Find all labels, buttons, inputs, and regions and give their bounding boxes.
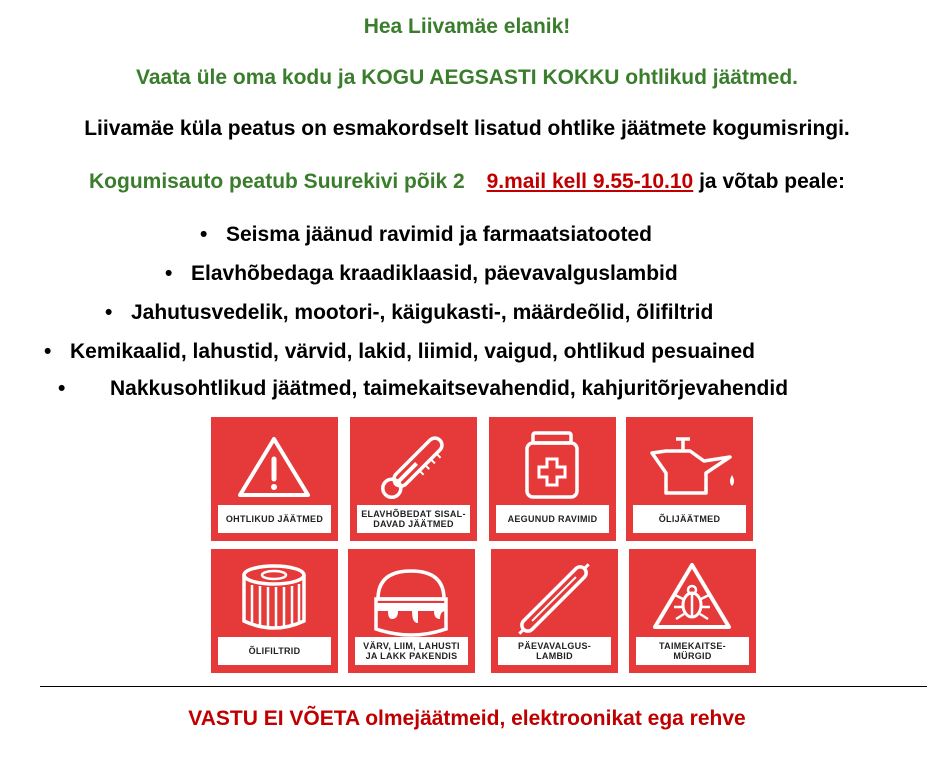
tile-expired-medicine (489, 417, 616, 541)
list-item (105, 301, 713, 325)
list-item-text: Nakkusohtlikud jäätmed, taimekaitsevahendid, kahjuritõrjevahendid (110, 377, 789, 400)
tile-label: TAIMEKAITSE- MÜRGID (636, 637, 749, 665)
tile-paint-packaging (348, 549, 475, 673)
tile-label: ÕLIFILTRID (218, 637, 331, 665)
list-item-text: Seisma jäänud ravimid ja farmaatsiatooted (226, 223, 652, 246)
tile-label: VÄRV, LIIM, LAHUSTI JA LAKK PAKENDIS (355, 637, 468, 665)
tile-label: PÄEVAVALGUS- LAMBID (498, 637, 611, 665)
bullet-icon: • (44, 340, 52, 363)
list-item-text: Elavhõbedaga kraadiklaasid, päevavalguslambid (191, 262, 678, 285)
bullet-icon: • (105, 301, 113, 324)
stop-date-time: 9.mail kell 9.55-10.10 (486, 170, 694, 193)
greeting-heading: Hea Liivamäe elanik! (363, 15, 571, 38)
list-item-text: Kemikaalid, lahustid, värvid, lakid, liimid, vaigud, ohtlikud pesuained (70, 340, 755, 363)
stop-location: Kogumisauto peatub Suurekivi põik 2 (89, 170, 465, 193)
tile-oil-waste (626, 417, 753, 541)
bullet-icon: • (58, 377, 66, 400)
list-item (58, 377, 788, 401)
list-item (200, 223, 652, 247)
tile-pesticides (629, 549, 756, 673)
list-item-text: Jahutusvedelik, mootori-, käigukasti-, määrdeõlid, õlifiltrid (131, 301, 714, 324)
collection-stop-info (0, 170, 934, 194)
tile-label: ELAVHÕBEDAT SISAL- DAVAD JÄÄTMED (357, 505, 470, 533)
tile-label: OHTLIKUD JÄÄTMED (218, 505, 331, 533)
footer-notice: VASTU EI VÕETA olmejäätmeid, elektroonikat ega rehve (188, 707, 746, 730)
divider (40, 686, 927, 687)
list-item (165, 262, 678, 286)
list-item (44, 340, 755, 364)
tile-oil-filters (211, 549, 338, 673)
tile-label: ÕLIJÄÄTMED (633, 505, 746, 533)
news-text: Liivamäe küla peatus on esmakordselt lisatud ohtlike jäätmete kogumisringi. (84, 117, 850, 140)
intro-text: Vaata üle oma kodu ja KOGU AEGSASTI KOKKU ohtlikud jäätmed. (135, 66, 798, 89)
stop-suffix: ja võtab peale: (699, 170, 845, 193)
tile-fluorescent-lamps (491, 549, 618, 673)
tile-mercury-waste (350, 417, 477, 541)
tile-label: AEGUNUD RAVIMID (496, 505, 609, 533)
bullet-icon: • (165, 262, 173, 285)
bullet-icon: • (200, 223, 208, 246)
tile-hazardous-waste (211, 417, 338, 541)
